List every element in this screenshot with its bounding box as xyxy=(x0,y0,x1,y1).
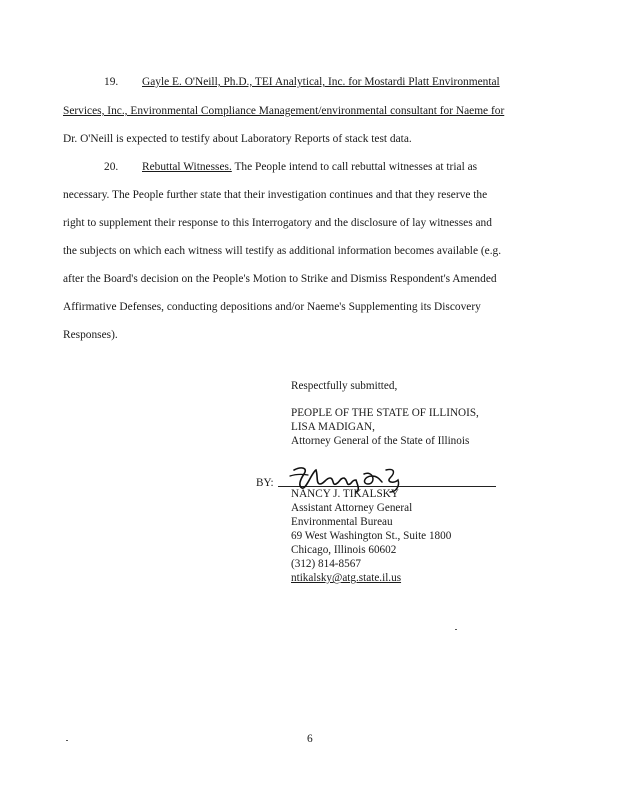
attorney-general-name: LISA MADIGAN, xyxy=(291,421,375,433)
item-20-line-5: after the Board's decision on the People's Motion to Strike and Dismiss Respondent's Amended xyxy=(63,273,497,285)
scan-speck xyxy=(66,740,68,741)
item-20-heading: Rebuttal Witnesses. xyxy=(142,161,232,173)
scan-speck xyxy=(455,629,457,630)
phone-number: (312) 814-8567 xyxy=(291,558,361,570)
party-name: PEOPLE OF THE STATE OF ILLINOIS, xyxy=(291,407,479,419)
item-20-line-7: Responses). xyxy=(63,329,118,341)
item-20-line-1-text: The People intend to call rebuttal witnesses at trial as xyxy=(231,161,478,173)
item-19-testimony-text: Dr. O'Neill is expected to testify about Laboratory Reports of stack test data. xyxy=(63,133,412,145)
item-19-number: 19. xyxy=(104,76,119,88)
item-20-line-6: Affirmative Defenses, conducting depositions and/or Naeme's Supplementing its Discovery xyxy=(63,301,481,313)
item-20-number: 20. xyxy=(104,161,119,173)
by-label: BY: xyxy=(256,477,274,489)
item-19-line-3 xyxy=(63,132,412,146)
email-link[interactable]: ntikalsky@atg.state.il.us xyxy=(291,572,402,584)
page-number: 6 xyxy=(307,733,313,745)
closing: Respectfully submitted, xyxy=(291,380,398,392)
signer-name: NANCY J. TIKALSKY xyxy=(291,488,399,500)
item-20-line-4: the subjects on which each witness will testify as additional information becomes available (e.g. xyxy=(63,245,502,257)
city-state-zip: Chicago, Illinois 60602 xyxy=(291,544,397,556)
bureau: Environmental Bureau xyxy=(291,516,393,528)
street-address: 69 West Washington St., Suite 1800 xyxy=(291,530,452,542)
item-19-line-2: Services, Inc., Environmental Compliance Management/environmental consultant for Naeme for xyxy=(63,105,505,117)
item-20-line-3: right to supplement their response to this Interrogatory and the disclosure of lay witnesses and xyxy=(63,217,492,229)
signer-title: Assistant Attorney General xyxy=(291,502,413,514)
attorney-general-title: Attorney General of the State of Illinois xyxy=(291,435,470,447)
item-20-line-2: necessary. The People further state that their investigation continues and that they reserve the xyxy=(63,189,488,201)
item-19-line-1: Gayle E. O'Neill, Ph.D., TEI Analytical, Inc. for Mostardi Platt Environmental xyxy=(142,76,500,88)
item-20-line-1 xyxy=(142,160,477,174)
